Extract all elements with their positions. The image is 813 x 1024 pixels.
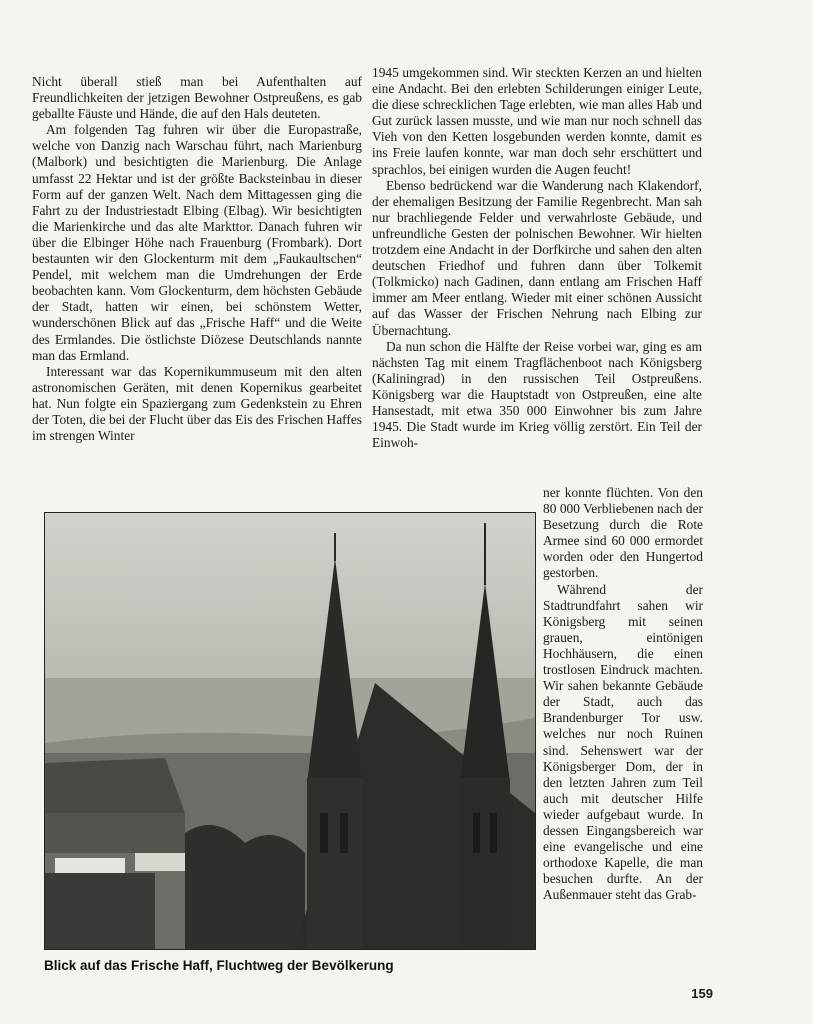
page-number: 159 [691,986,713,1001]
text-column-left [32,74,362,444]
paragraph: Nicht überall stieß man bei Aufenthalten auf Freundlichkeiten der jetzigen Bewohner Ostpreußens, es gab geballte Fäuste und Hände, die auf den Hals deuteten. [32,74,362,122]
paragraph: 1945 umgekommen sind. Wir steckten Kerzen an und hielten eine Andacht. Bei den erlebten Schilderungen einiger Leute, die diese schrecklichen Tage erlebten, wie man alles Hab und Gut zurück lassen musste, und wie man nur noch schnell das Vieh von den Ketten losgebunden werden konnte, damit es ins Freie laufen konnte, war man doch sehr erschüttert und sprachlos, bei einigen wurden die Augen feucht! [372,65,702,177]
paragraph: Während der Stadtrundfahrt sahen wir Königsberg mit seinen grauen, eintönigen Hochhäusern, die einen trostlosen Eindruck machten. Wir sahen bekannte Gebäude der Stadt, auch das Brandenburger Tor usw. welches nur noch Ruinen sind. Sehenswert war der Königsberger Dom, der in den letzten Jahren zum Teil auch mit deutscher Hilfe wieder aufgebaut wurde. In dessen Eingangsbereich war eine evangelische und eine orthodoxe Kapelle, die man besuchen durfte. An der Außenmauer steht das Grab- [543,581,703,903]
left-tower [307,778,363,949]
left-church-wall [45,813,185,853]
paragraph: Am folgenden Tag fuhren wir über die Europastraße, welche von Danzig nach Warschau führt, nach Marienburg (Malbork) und besichtigten die Marienburg. Die Anlage umfasst 22 Hektar und ist der größte Backsteinbau in dieser Form auf der ganzen Welt. Nach dem Mittagessen ging die Fahrt zu der Industriestadt Elbing (Elbag). Wir besichtigten die Marienkirche und das alte Markttor. Danach fuhren wir über die Elbinger Höhe nach Frauenburg (Frombark). Dort bestaunten wir den Glockenturm mit dem „Faukaultschen“ Pendel, mit welchem man die Umdrehungen der Erde beobachten kann. Vom Glockenturm, dem höchsten Gebäude der Stadt, hatten wir einen, bei schönstem Wetter, wunderschönen Blick auf das „Frische Haff“ und die Weite des Ermlandes. Die östlichste Diözese Deutschlands nannte man das Ermland. [32,122,362,363]
paragraph: Interessant war das Kopernikummuseum mit den alten astronomischen Geräten, mit denen Kopernikus gearbeitet hat. Nun folgte ein Spaziergang zum Gedenkstein zu Ehren der Toten, die bei der Flucht über das Eis des Frischen Haffes im strengen Winter [32,363,362,444]
trees [185,825,305,949]
sky [45,513,535,693]
text-column-narrow [543,485,703,903]
photo-illustration [45,513,535,949]
cathedral-photo [44,512,536,950]
right-tower [460,778,510,949]
text-column-right [372,65,702,451]
photo-caption: Blick auf das Frische Haff, Fluchtweg der Bevölkerung [44,958,394,973]
paragraph: Da nun schon die Hälfte der Reise vorbei war, ging es am nächsten Tag mit einem Tragflächenboot nach Königsberg (Kaliningrad) in den russischen Teil Ostpreußens. Königsberg war die Hauptstadt von Ostpreußen, eine alte Hansestadt, mit etwa 350 000 Einwohner bis zum Jahre 1945. Die Stadt wurde im Krieg völlig zerstört. Ein Teil der Einwoh- [372,338,702,451]
paragraph: Ebenso bedrückend war die Wanderung nach Klakendorf, der ehemaligen Besitzung der Familie Regenbrecht. Man sah nur brachliegende Felder und verwahrloste Gebäude, und unfreundliche Gesten der polnischen Bewohner. Wir hielten trotzdem eine Andacht in der Dorfkirche und sahen den alten deutschen Friedhof und fuhren dann über Tolkemit (Tolkmicko) nach Gadinen, dann entlang am Frischen Haff immer am Meer entlang. Wieder mit einer schönen Aussicht auf das Wasser der Frischen Nehrung nach Elbing zur Übernachtung. [372,177,702,338]
paragraph: ner konnte flüchten. Von den 80 000 Verbliebenen nach der Besetzung durch die Rote Armee sind 60 000 ermordet worden oder den Hungertod gestorben. [543,485,703,581]
